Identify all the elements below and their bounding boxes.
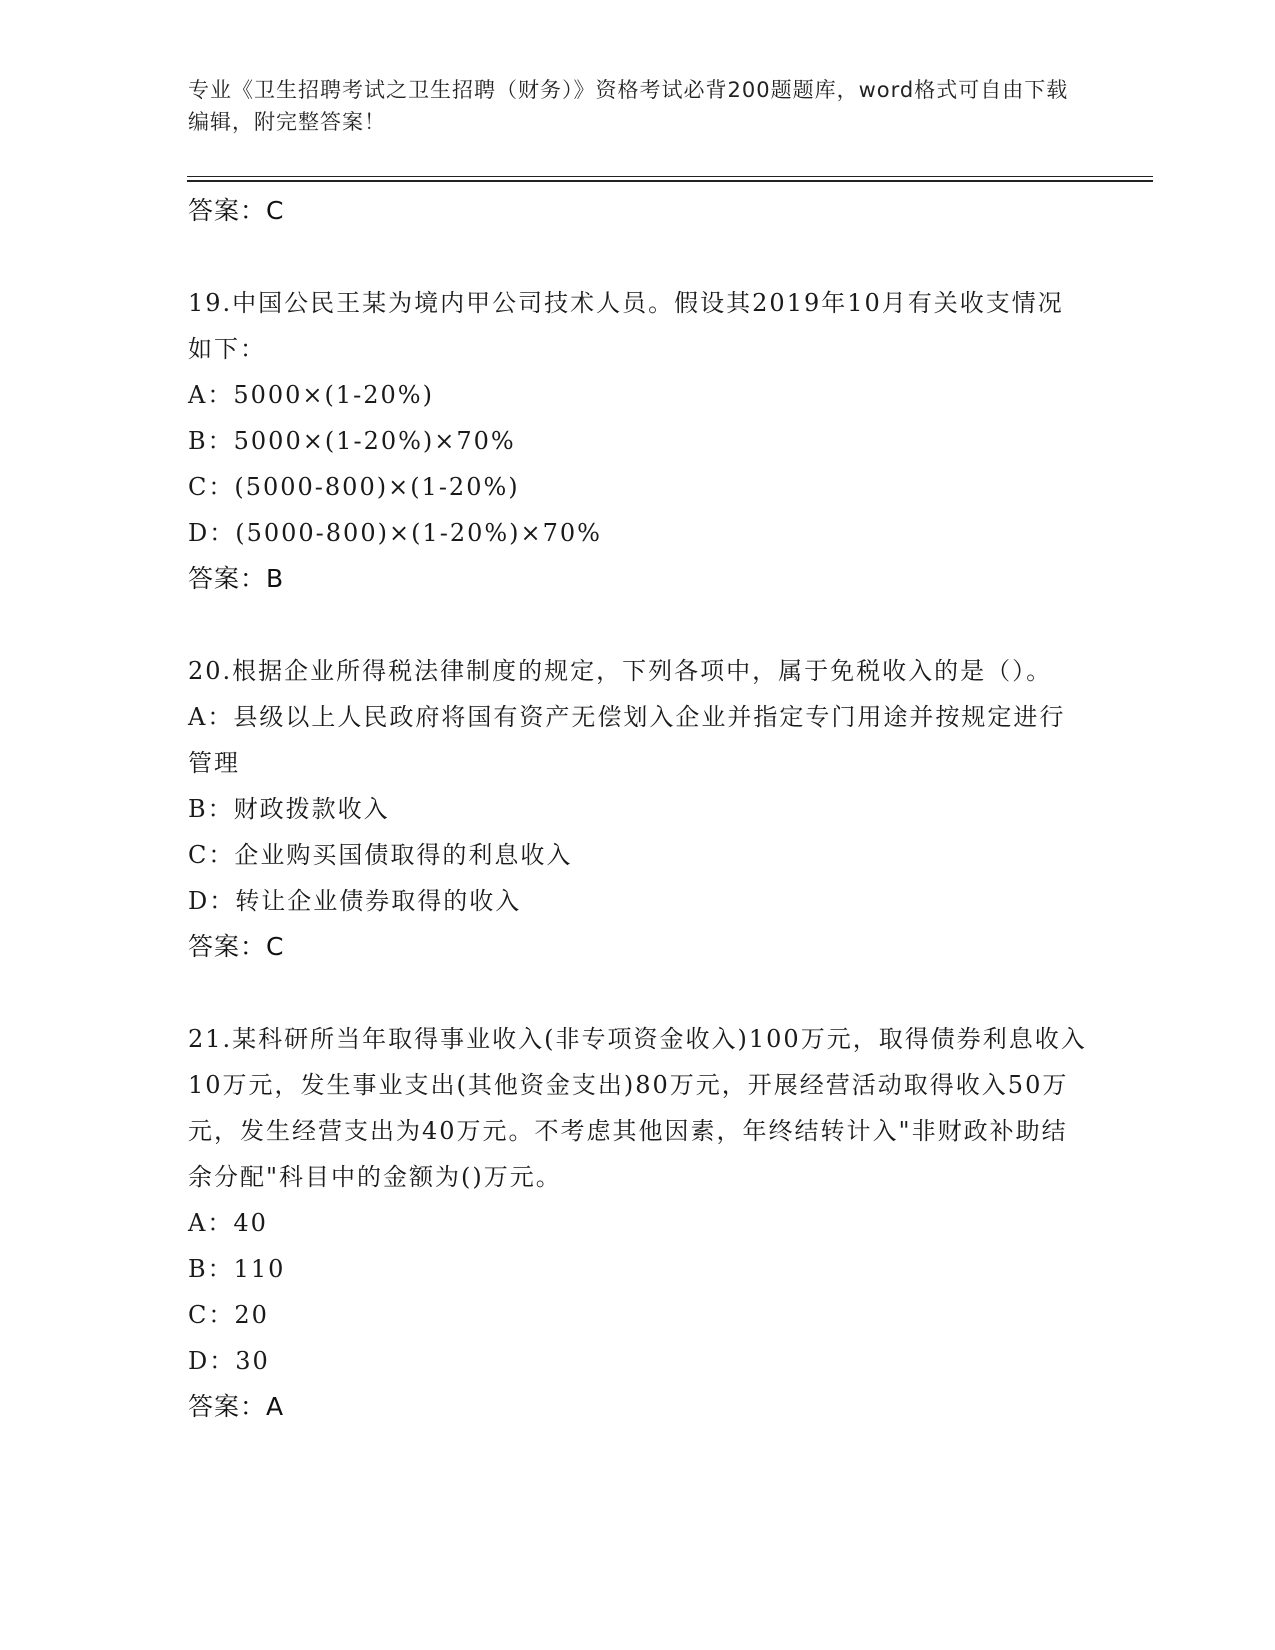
option-a: A：县级以上人民政府将国有资产无偿划入企业并指定专门用途并按规定进行管理	[188, 703, 1066, 777]
option-a: A：5000×(1-20%)	[188, 381, 434, 409]
option-c: C：(5000-800)×(1-20%)	[188, 473, 520, 501]
option-b: B：110	[188, 1255, 286, 1283]
option-d: D：(5000-800)×(1-20%)×70%	[188, 519, 602, 547]
question-block	[188, 280, 1088, 602]
answer-line: 答案：C	[188, 932, 285, 961]
answer-line: 答案：B	[188, 564, 285, 593]
document-body	[188, 188, 1088, 1430]
spacer	[188, 602, 1088, 648]
question-block	[188, 1016, 1088, 1430]
spacer	[188, 234, 1088, 280]
header-divider-thin	[187, 176, 1153, 177]
answer-line: 答案：C	[188, 196, 285, 225]
document-header: 专业《卫生招聘考试之卫生招聘（财务）》资格考试必背200题题库，word格式可自由下载编辑，附完整答案！	[188, 78, 1069, 134]
option-c: C：20	[188, 1301, 269, 1329]
option-b: B：财政拨款收入	[188, 795, 390, 823]
question-text: 21.某科研所当年取得事业收入(非专项资金收入)100万元，取得债券利息收入10万元，发生事业支出(其他资金支出)80万元，开展经营活动取得收入50万元，发生经营支出为40万元。不考虑其他因素，年终结转计入"非财政补助结余分配"科目中的金额为()万元。	[188, 1025, 1087, 1191]
question-text: 20.根据企业所得税法律制度的规定，下列各项中，属于免税收入的是（）。	[188, 657, 1053, 685]
option-c: C：企业购买国债取得的利息收入	[188, 841, 573, 869]
header-divider-thick	[187, 180, 1153, 182]
question-block	[188, 648, 1088, 970]
option-b: B：5000×(1-20%)×70%	[188, 427, 516, 455]
answer-line: 答案：A	[188, 1392, 285, 1421]
spacer	[188, 970, 1088, 1016]
question-text: 19.中国公民王某为境内甲公司技术人员。假设其2019年10月有关收支情况如下：	[188, 289, 1064, 363]
option-a: A：40	[188, 1209, 268, 1237]
option-d: D：30	[188, 1347, 270, 1375]
option-d: D：转让企业债券取得的收入	[188, 887, 522, 915]
